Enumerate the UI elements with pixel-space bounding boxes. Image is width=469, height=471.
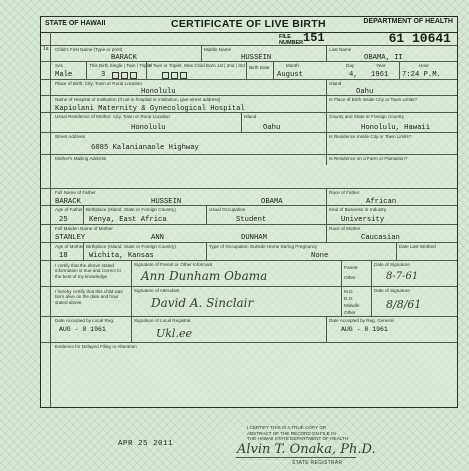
local-reg-date: AUG - 8 1961 bbox=[59, 326, 106, 333]
street-address: 6085 Kalanianaole Highway bbox=[91, 144, 199, 152]
birth-hour: 7:24 P.M. bbox=[402, 71, 441, 79]
row-child-name: 1a Child's First Name (Type or print) BARACK Middle Name HUSSEIN Last Name OBAMA, II bbox=[41, 45, 457, 62]
twin-value: 3 bbox=[101, 71, 106, 79]
father-last: OBAMA bbox=[261, 198, 283, 206]
attendant-signature: David A. Sinclair bbox=[151, 296, 254, 310]
father-birthplace: Kenya, East Africa bbox=[89, 216, 167, 224]
row-usual-residence: Usual Residence of Mother: City, Town or Rural Location Honolulu Island Oahu County and State or Foreign Country Honolulu, Hawaii bbox=[41, 112, 457, 133]
certificate-number: 61 10641 bbox=[388, 31, 451, 46]
mother-birthplace: Wichita, Kansas bbox=[89, 252, 154, 260]
row-mailing: Mother's Mailing Address Is Residence on a Farm or Plantation? bbox=[41, 154, 457, 189]
row-evidence: Evidence for Delayed Filing or Alteration bbox=[41, 342, 457, 409]
residence-island: Oahu bbox=[263, 124, 281, 132]
state-registrar-signature: Alvin T. Onaka, Ph.D. bbox=[237, 442, 376, 457]
department-label: DEPARTMENT OF HEALTH bbox=[363, 18, 453, 25]
birth-island: Oahu bbox=[356, 88, 374, 96]
mother-occupation: None bbox=[311, 252, 329, 260]
row-street: Street Address 6085 Kalanianaole Highway Is Residence Inside City or Town Limits? bbox=[41, 132, 457, 155]
child-middle-name: HUSSEIN bbox=[241, 54, 272, 62]
mother-last: DUNHAM bbox=[241, 234, 267, 242]
birth-day: 4, bbox=[349, 71, 358, 79]
row-attendant: I hereby certify that this child was born alive on the date and hour stated above. Signature of Attendant David A. Sinclair M.D. D.O. Midwife Other Date of Signature 8/8/61 bbox=[41, 286, 457, 317]
row-hospital: Name of Hospital or Institution (If not in hospital or institution, give street address) Kapiolani Maternity & Gynecological Hospital Is Place of Birth Inside City or Town Limits? bbox=[41, 95, 457, 113]
birth-city: Honolulu bbox=[141, 88, 176, 96]
residence-county: Honolulu, Hawaii bbox=[361, 124, 431, 132]
child-last-name: OBAMA, II bbox=[364, 54, 403, 62]
attendant-signature-date: 8/8/61 bbox=[386, 298, 422, 311]
parent-signature-date: 8-7-61 bbox=[386, 271, 419, 282]
father-middle: HUSSEIN bbox=[151, 198, 182, 206]
father-age: 25 bbox=[59, 216, 68, 224]
father-first: BARACK bbox=[55, 198, 81, 206]
residence-city: Honolulu bbox=[131, 124, 166, 132]
certificate-form bbox=[40, 16, 458, 408]
certification-text: I CERTIFY THIS IS A TRUE COPY OR ABSTRACT OF THE RECORD ON FILE IN THE HAWAII STATE DEPARTMENT OF HEALTH bbox=[247, 425, 348, 442]
issue-date-stamp: APR 25 2011 bbox=[118, 440, 174, 448]
row-father-details: Age of Father 25 Birthplace (Island, State or Foreign Country) Kenya, East Africa Usual Occupation Student Kind of Business or Industry University bbox=[41, 205, 457, 225]
row-mother-details: Age of Mother 18 Birthplace (Island, State or Foreign Country) Wichita, Kansas Type of Occupation Outside Home During Pregnancy None Date Last Worked bbox=[41, 242, 457, 261]
parent-signature: Ann Dunham Obama bbox=[141, 269, 268, 283]
local-registrar-signature: Ukl.ee bbox=[156, 327, 192, 340]
row-place-of-birth: Place of Birth: City, Town or Rural Location Honolulu Island Oahu bbox=[41, 79, 457, 96]
hospital-name: Kapiolani Maternity & Gynecological Hospital bbox=[55, 105, 245, 113]
mother-age: 18 bbox=[59, 252, 68, 260]
birth-year: 1961 bbox=[371, 71, 389, 79]
mother-race: Caucasian bbox=[361, 234, 400, 242]
row-birth-info: Sex Male This Birth Single | Twin | Triplet 3 If Twin or Triplet, Was Child Born 1st | 2nd | 3rd Birth Date Month August Day 4, Year 1961 Hour 7:24 P.M. bbox=[41, 61, 457, 80]
father-race: African bbox=[366, 198, 397, 206]
child-first-name: BARACK bbox=[111, 54, 137, 62]
father-occupation: Student bbox=[236, 216, 267, 224]
row-father-name: Full Name of Father BARACK HUSSEIN OBAMA Race of Father African bbox=[41, 188, 457, 206]
row-registrar: Date Accepted by Local Reg. AUG - 8 1961 Signature of Local Registrar Ukl.ee Date Accepted by Reg. General AUG - 8 1961 bbox=[41, 316, 457, 343]
state-registrar-label: STATE REGISTRAR bbox=[292, 460, 343, 466]
sex-value: Male bbox=[55, 71, 73, 79]
father-industry: University bbox=[341, 216, 385, 224]
birth-month: August bbox=[277, 71, 303, 79]
mother-middle: ANN bbox=[151, 234, 164, 242]
state-label: STATE OF HAWAII bbox=[45, 20, 106, 27]
mother-first: STANLEY bbox=[55, 234, 86, 242]
row-mother-name: Full Maiden Name of Mother STANLEY ANN DUNHAM Race of Mother Caucasian bbox=[41, 224, 457, 243]
file-number-label: FILE NUMBER bbox=[279, 34, 304, 46]
file-number: 151 bbox=[303, 31, 325, 45]
reg-general-date: AUG - 8 1961 bbox=[341, 326, 388, 333]
certificate-title: CERTIFICATE OF LIVE BIRTH bbox=[171, 18, 326, 30]
signature-line bbox=[236, 457, 356, 458]
row-informant: I certify that the above stated information is true and correct to the best of my knowledge. Signature of Parent or Other Informant Ann Dunham Obama Parent Other Date of Signature 8-7-61 bbox=[41, 260, 457, 287]
